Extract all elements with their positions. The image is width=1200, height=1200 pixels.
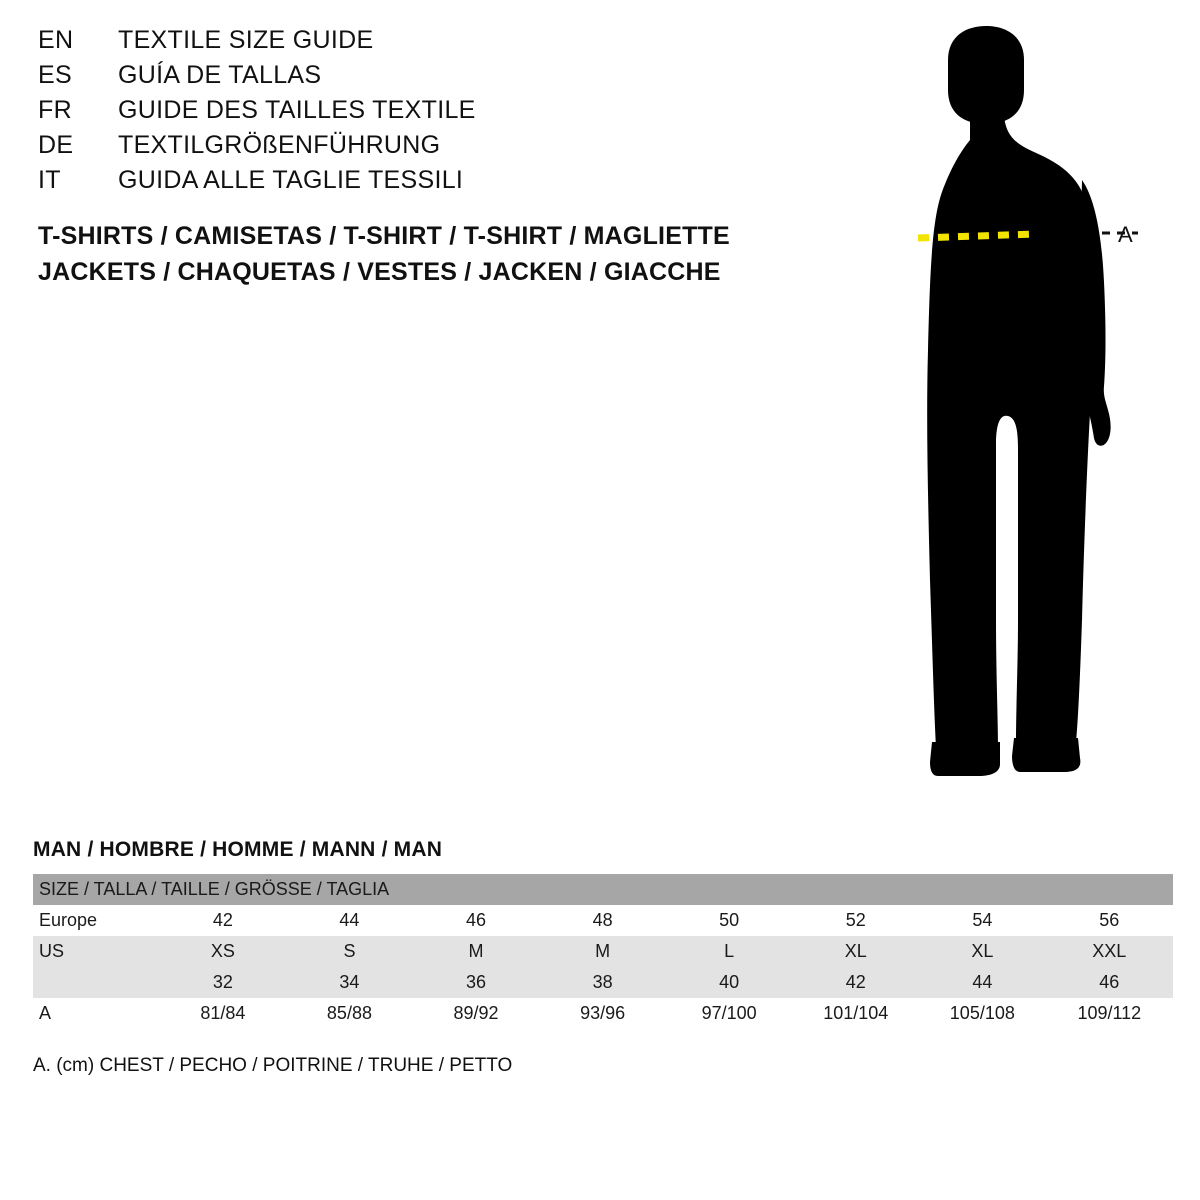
table-header-label: SIZE / TALLA / TAILLE / GRÖSSE / TAGLIA bbox=[33, 874, 1173, 905]
language-row bbox=[38, 26, 738, 61]
cell-value: 32 bbox=[160, 967, 287, 998]
cell-value: 42 bbox=[792, 967, 919, 998]
language-code: ES bbox=[38, 61, 72, 89]
language-code: IT bbox=[38, 166, 61, 194]
cell-value: 48 bbox=[539, 905, 666, 936]
language-code: EN bbox=[38, 26, 74, 54]
cell-value: 56 bbox=[1046, 905, 1173, 936]
row-label: US bbox=[33, 936, 160, 967]
cell-value: S bbox=[286, 936, 413, 967]
language-header-block bbox=[38, 26, 738, 201]
language-code: FR bbox=[38, 96, 72, 124]
size-table-section bbox=[33, 838, 1173, 1077]
table-row bbox=[33, 967, 1173, 998]
cell-value: 97/100 bbox=[666, 998, 793, 1029]
language-row bbox=[38, 61, 738, 96]
cell-value: 89/92 bbox=[413, 998, 540, 1029]
cell-value: 101/104 bbox=[792, 998, 919, 1029]
silhouette-shape bbox=[927, 26, 1110, 776]
cell-value: L bbox=[666, 936, 793, 967]
language-code: DE bbox=[38, 131, 74, 159]
cell-value: 46 bbox=[413, 905, 540, 936]
cell-value: 36 bbox=[413, 967, 540, 998]
language-title: TEXTILE SIZE GUIDE bbox=[118, 26, 374, 54]
cell-value: M bbox=[539, 936, 666, 967]
category-line-jackets: JACKETS / CHAQUETAS / VESTES / JACKEN / GIACCHE bbox=[38, 258, 721, 286]
language-title: GUIDA ALLE TAGLIE TESSILI bbox=[118, 166, 464, 194]
size-table bbox=[33, 874, 1173, 1029]
cell-value: XL bbox=[792, 936, 919, 967]
language-row bbox=[38, 96, 738, 131]
cell-value: 44 bbox=[286, 905, 413, 936]
language-title: TEXTILGRÖßENFÜHRUNG bbox=[118, 131, 441, 159]
category-line-tshirts: T-SHIRTS / CAMISETAS / T-SHIRT / T-SHIRT / MAGLIETTE bbox=[38, 222, 730, 250]
cell-value: XS bbox=[160, 936, 287, 967]
language-title: GUIDE DES TAILLES TEXTILE bbox=[118, 96, 476, 124]
cell-value: 85/88 bbox=[286, 998, 413, 1029]
chest-callout-label: A bbox=[1118, 222, 1133, 247]
cell-value: M bbox=[413, 936, 540, 967]
cell-value: 93/96 bbox=[539, 998, 666, 1029]
cell-value: 34 bbox=[286, 967, 413, 998]
cell-value: 105/108 bbox=[919, 998, 1046, 1029]
language-title: GUÍA DE TALLAS bbox=[118, 61, 322, 89]
cell-value: XL bbox=[919, 936, 1046, 967]
language-row bbox=[38, 166, 738, 201]
cell-value: 52 bbox=[792, 905, 919, 936]
table-row bbox=[33, 936, 1173, 967]
cell-value: 42 bbox=[160, 905, 287, 936]
silhouette-svg bbox=[820, 20, 1180, 780]
cell-value: 46 bbox=[1046, 967, 1173, 998]
table-row bbox=[33, 998, 1173, 1029]
language-row bbox=[38, 131, 738, 166]
cell-value: 54 bbox=[919, 905, 1046, 936]
garment-category-block bbox=[38, 218, 798, 290]
row-label bbox=[33, 967, 160, 998]
row-label: A bbox=[33, 998, 160, 1029]
cell-value: 38 bbox=[539, 967, 666, 998]
table-group-title: MAN / HOMBRE / HOMME / MANN / MAN bbox=[33, 838, 443, 861]
row-label: Europe bbox=[33, 905, 160, 936]
table-row bbox=[33, 905, 1173, 936]
male-silhouette-figure bbox=[820, 20, 1180, 780]
cell-value: 44 bbox=[919, 967, 1046, 998]
cell-value: XXL bbox=[1046, 936, 1173, 967]
cell-value: 81/84 bbox=[160, 998, 287, 1029]
cell-value: 40 bbox=[666, 967, 793, 998]
table-header-row bbox=[33, 874, 1173, 905]
table-footnote: A. (cm) CHEST / PECHO / POITRINE / TRUHE / PETTO bbox=[33, 1055, 513, 1076]
cell-value: 109/112 bbox=[1046, 998, 1173, 1029]
cell-value: 50 bbox=[666, 905, 793, 936]
